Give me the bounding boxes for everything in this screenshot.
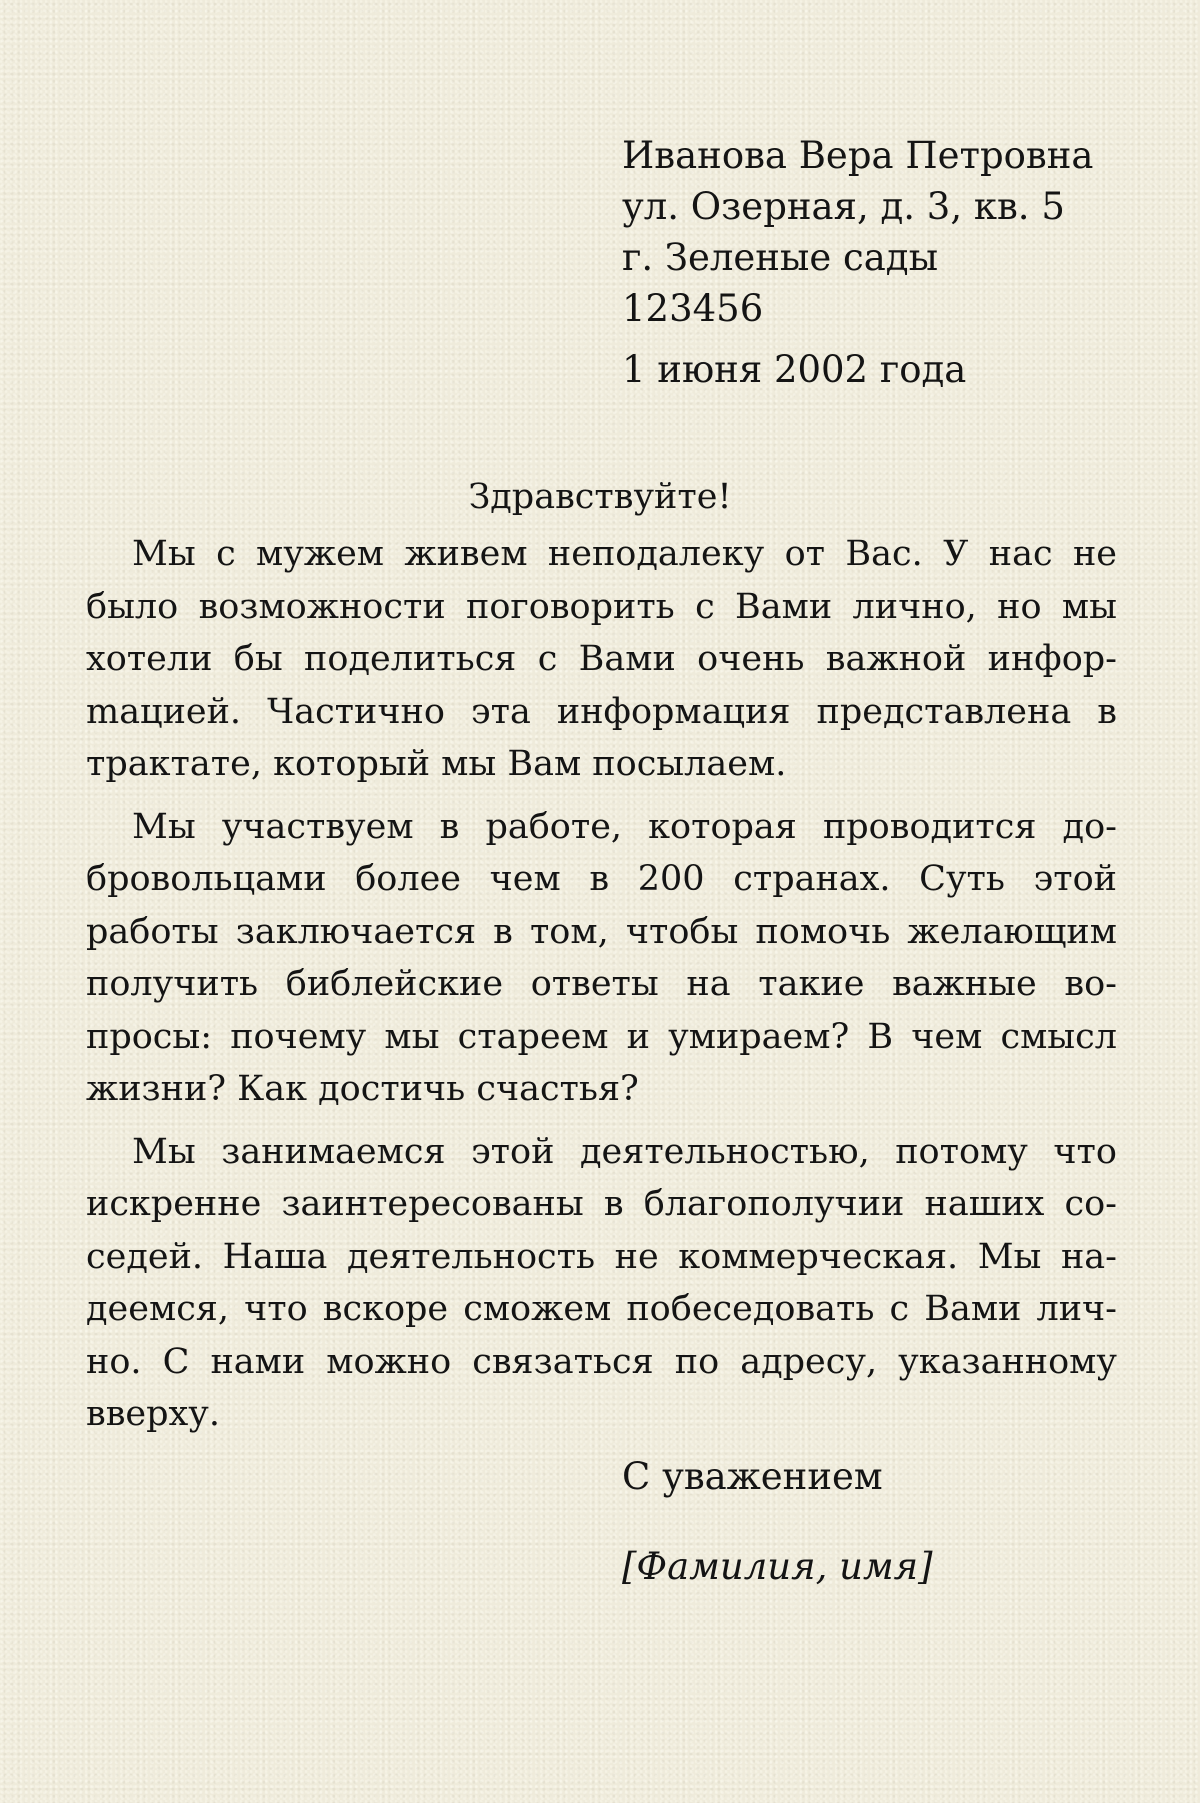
signature-placeholder: [Фамилия, имя] [622, 1545, 933, 1588]
letter-body [86, 528, 1117, 1451]
sender-postal-code: 123456 [622, 287, 764, 330]
sender-name: Иванова Вера Петровна [622, 134, 1094, 177]
sender-city: г. Зеленые сады [622, 236, 939, 279]
closing: С уважением [622, 1455, 883, 1498]
paragraph-1: Мы с мужем живем неподалеку от Вас. У нас не было возможности поговорить с Вами лично, но мы хотели бы поделиться с Вами очень важной инфорmацией. Частично эта информация представлена в трактате, который мы Вам посылаем. [86, 534, 1117, 784]
paragraph-3: Мы занимаемся этой деятельностью, потому что искренне заинтересованы в благополучии наших соседей. Наша деятельность не коммерческая. Мы надеемся, что вскоре сможем побеседовать с Вами лично. С нами можно связаться по адресу, указанному вверху. [86, 1131, 1117, 1434]
greeting: Здравствуйте! [468, 477, 732, 517]
sender-address-block [622, 130, 1093, 395]
paragraph-2: Мы участвуем в работе, которая проводится добровольцами более чем в 200 странах. Суть этой работы заключается в том, чтобы помочь желающим получить библейские ответы на такие важные вопросы: почему мы стареем и умираем? В чем смысл жизни? Как достичь счастья? [86, 806, 1117, 1109]
letter-date: 1 июня 2002 года [622, 348, 967, 391]
sender-street: ул. Озерная, д. 3, кв. 5 [622, 185, 1065, 228]
